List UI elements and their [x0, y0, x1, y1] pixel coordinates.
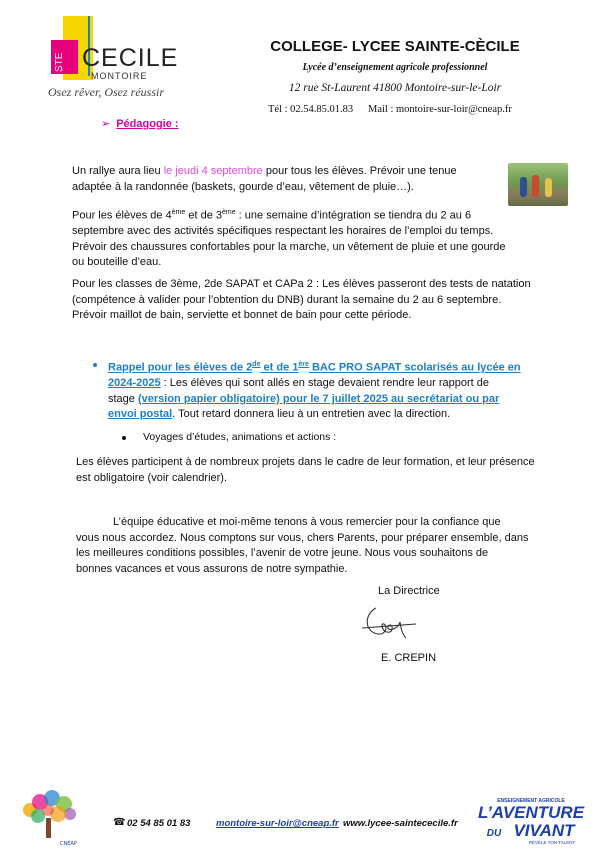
natation-line1: Pour les classes de 3ème, 2de SAPAT et CAPa 2 : Les élèves passeront des tests de natation	[72, 278, 531, 290]
section-pedagogie-label: Pédagogie :	[116, 118, 179, 130]
school-mail: Mail : montoire-sur-loir@cneap.fr	[368, 104, 512, 115]
projets-line1: Les élèves participent à de nombreux projets dans le cadre de leur formation, et leur présence	[76, 456, 535, 468]
footer-website[interactable]: www.lycee-saintececile.fr	[343, 818, 458, 829]
natation-paragraph	[72, 277, 552, 324]
rallye-paragraph	[72, 164, 512, 195]
rappel-link[interactable]: Rappel pour les élèves de 2	[108, 361, 253, 374]
closing-line1: L’équipe éducative et moi-même tenons à vous remercier pour la confiance que	[113, 516, 501, 528]
aventure-line1: L’AVENTURE	[477, 803, 585, 822]
projets-paragraph	[76, 455, 566, 486]
bullet-icon	[93, 363, 97, 367]
footer-mail-link[interactable]: montoire-sur-loir@cneap.fr	[216, 818, 339, 829]
integration-text: : une semaine d’intégration se tiendra du 2 au 6	[235, 209, 472, 222]
rallye-date: le jeudi 4 septembre	[163, 165, 263, 177]
footer-phone: 02 54 85 01 83	[127, 818, 191, 829]
logo-slogan: Osez rêver, Osez réussir	[48, 85, 164, 99]
integration-line4: ou bouteille d’eau.	[72, 256, 162, 269]
logo-ste-text: STE	[54, 52, 65, 72]
sup-eme: ème	[222, 209, 236, 216]
section-pedagogie	[101, 117, 179, 130]
school-title: COLLEGE- LYCEE SAINTE-CÈCILE	[270, 38, 520, 55]
tree-logo	[16, 788, 82, 848]
logo-name: CECILE	[82, 44, 179, 72]
sup-ere: ère	[298, 361, 309, 368]
tree-caption: CNEAP	[60, 841, 77, 847]
aventure-top: ENSEIGNEMENT AGRICOLE	[497, 798, 565, 804]
hiking-photo	[508, 163, 568, 206]
rallye-text: Un rallye aura lieu	[72, 165, 164, 177]
rallye-text-line2: adaptée à la randonnée (baskets, gourde d’eau, vêtement de pluie…).	[72, 180, 414, 193]
projets-line2: est obligatoire (voir calendrier).	[76, 471, 228, 484]
handwritten-signature	[358, 604, 418, 642]
aventure-du: DU	[486, 828, 502, 839]
rappel-text: : Les élèves qui sont allés en stage devaient rendre leur rapport de	[160, 377, 489, 390]
rappel-link-deadline[interactable]: (version papier obligatoire) pour le 7 juillet 2025 au secrétariat ou par	[137, 392, 500, 405]
signature-name: E. CREPIN	[381, 652, 437, 664]
natation-line3: Prévoir maillot de bain, serviette et bonnet de bain pour cette période.	[72, 309, 412, 321]
integration-text: Pour les élèves de 4	[72, 209, 172, 222]
closing-paragraph	[76, 515, 556, 577]
closing-line3: les meilleures conditions possibles, l’avenir de votre jeune. Nous vous souhaitons de	[76, 547, 489, 559]
rappel-link-postal[interactable]: envoi postal	[108, 408, 173, 421]
school-tel: Tél : 02.54.85.01.83	[268, 104, 354, 115]
voyages-title: Voyages d’études, animations et actions :	[143, 431, 337, 443]
rappel-text: stage	[108, 392, 138, 405]
rappel-link[interactable]: et de 1	[260, 361, 299, 374]
rappel-link-year[interactable]: 2024-2025	[108, 377, 161, 390]
sup-de: de	[252, 361, 261, 368]
integration-paragraph	[72, 205, 542, 271]
sup-eme: ème	[171, 209, 186, 216]
natation-line2: (compétence à valider pour l’obtention du DNB) durant la semaine du 2 au 6 septembre.	[72, 293, 502, 306]
school-subtitle: Lycée d’enseignement agricole professionnel	[302, 62, 488, 73]
arrow-bullet-icon: ➢	[101, 118, 111, 130]
aventure-bottom: RÉVÈLE TON TALENT	[528, 840, 576, 845]
rallye-text-end: pour tous les élèves. Prévoir une tenue	[262, 165, 457, 177]
closing-line2: vous nous accordez. Nous comptons sur vous, chers Parents, pour préparer ensemble, dans	[76, 531, 529, 544]
signature-title: La Directrice	[378, 585, 440, 597]
rappel-paragraph	[108, 357, 528, 423]
integration-text: et de 3	[185, 209, 222, 222]
rappel-link[interactable]: BAC PRO SAPAT scolarisés au lycée en	[308, 361, 521, 374]
aventure-du-vivant-logo	[472, 796, 590, 848]
integration-line3: Prévoir des chaussures confortables pour la marche, un vêtement de pluie et une gourde	[72, 240, 506, 253]
aventure-line2: VIVANT	[513, 821, 575, 840]
phone-icon: ☎	[113, 817, 126, 828]
rappel-text-end: . Tout retard donnera lieu à un entretien avec la direction.	[172, 408, 451, 421]
integration-line2: septembre avec des activités spécifiques respectant les horaires de l’emploi du temps.	[72, 225, 494, 238]
logo-town: MONTOIRE	[91, 71, 148, 81]
bullet-icon	[122, 436, 126, 440]
closing-line4: bonnes vacances et vous assurons de notre sympathie.	[76, 562, 348, 575]
school-address: 12 rue St-Laurent 41800 Montoire-sur-le-Loir	[288, 82, 502, 94]
